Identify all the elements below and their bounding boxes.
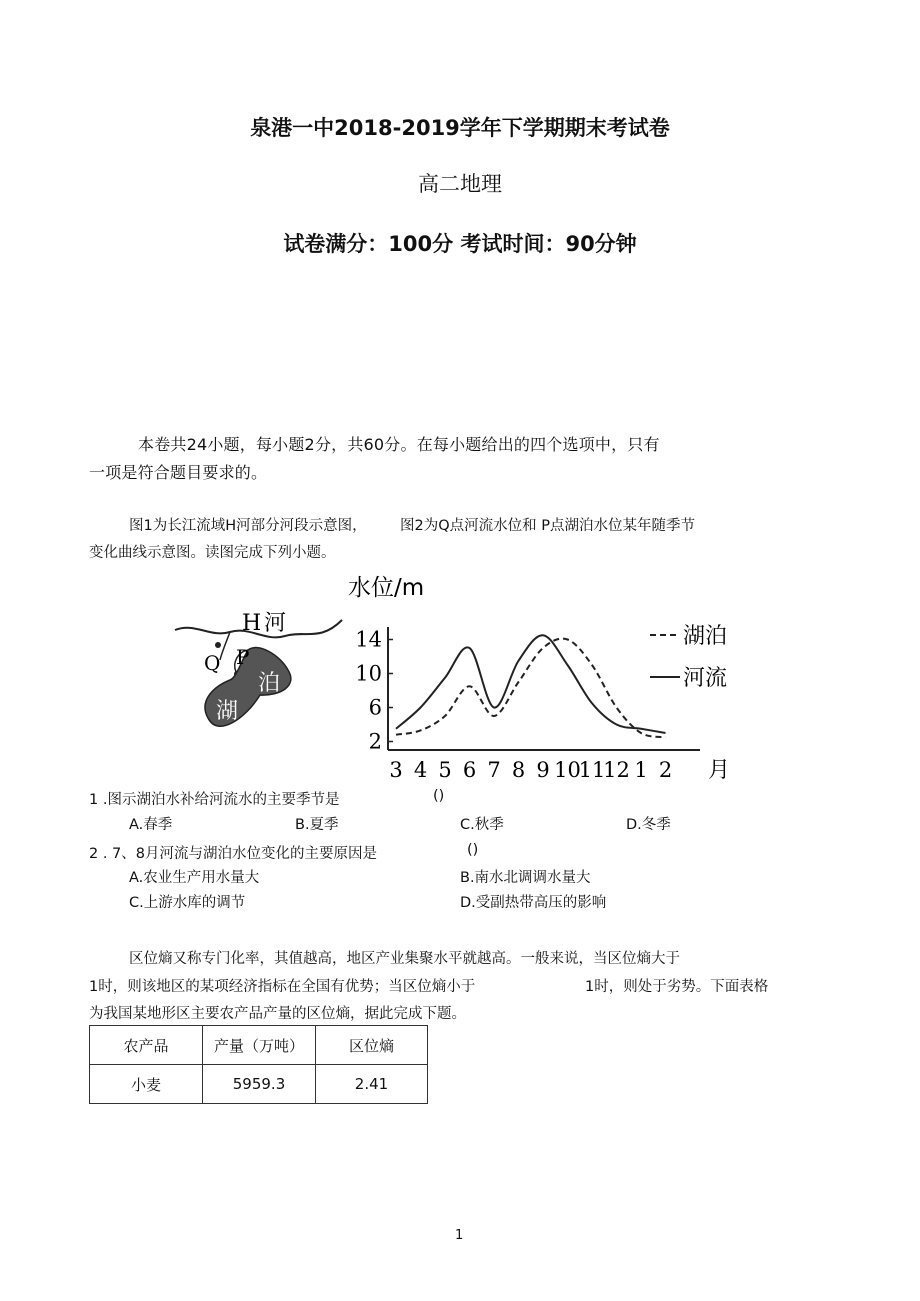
- q2-paren: (): [467, 842, 479, 858]
- point-q-marker: [215, 642, 221, 648]
- table-header-cell: 区位熵: [316, 1026, 428, 1065]
- x-tick-label: 5: [438, 758, 452, 782]
- label-p: P: [236, 645, 250, 669]
- chart-ylabel: 水位/m: [348, 575, 425, 601]
- passage1-line2: 变化曲线示意图。读图完成下列小题。: [89, 545, 336, 561]
- river-lake-map: [170, 600, 350, 740]
- x-tick-label: 2: [658, 758, 673, 782]
- location-quotient-table: [89, 1025, 428, 1104]
- passage2-line2b: 1时，则处于劣势。下面表格: [585, 979, 769, 995]
- lake-char2: 泊: [258, 671, 281, 696]
- river-channel: [220, 632, 230, 660]
- instructions-line1: 本卷共24小题，每小题2分，共60分。在每小题给出的四个选项中，只有: [138, 435, 660, 454]
- table-cell: 5959.3: [203, 1065, 316, 1104]
- y-tick-label: 14: [355, 627, 382, 652]
- x-tick-label: 7: [487, 758, 501, 782]
- table-row: [90, 1065, 428, 1104]
- q1-option-d[interactable]: D.冬季: [626, 817, 671, 833]
- x-tick-label: 1: [634, 758, 648, 782]
- passage1-line1a: 图1为长江流域H河部分河段示意图，: [129, 518, 367, 534]
- label-q: Q: [204, 651, 221, 675]
- passage2-line3: 为我国某地形区主要农产品产量的区位熵，据此完成下题。: [89, 1006, 466, 1022]
- q1-option-c[interactable]: C.秋季: [460, 817, 504, 833]
- x-tick-label: 12: [603, 758, 630, 782]
- chart-xlabel: 月: [708, 758, 731, 783]
- x-tick-label: 4: [413, 758, 428, 782]
- page-number: 1: [455, 1228, 464, 1243]
- x-tick-label: 3: [389, 758, 403, 782]
- x-tick-label: 9: [536, 758, 550, 782]
- passage2-line1: 区位熵又称专门化率，其值越高，地区产业集聚水平就越高。一般来说，当区位熵大于: [129, 951, 680, 967]
- q2-option-c[interactable]: C.上游水库的调节: [129, 895, 246, 911]
- instructions-line2: 一项是符合题目要求的。: [89, 463, 268, 482]
- q1-option-a[interactable]: A.春季: [129, 817, 173, 833]
- legend-lake-label: 湖泊: [683, 624, 728, 649]
- table-cell: 2.41: [316, 1065, 428, 1104]
- y-tick-label: 10: [355, 661, 382, 686]
- q2-stem: 2 . 7、8月河流与湖泊水位变化的主要原因是: [89, 846, 378, 862]
- legend-river-label: 河流: [683, 666, 728, 691]
- exam-info: 试卷满分：100分 考试时间：90分钟: [283, 232, 637, 256]
- q2-option-b[interactable]: B.南水北调调水量大: [460, 870, 591, 886]
- y-tick-label: 2: [368, 729, 382, 754]
- table-header-row: [90, 1026, 428, 1065]
- q1-option-b[interactable]: B.夏季: [295, 817, 339, 833]
- y-tick-label: 6: [368, 695, 382, 720]
- passage2-line2a: 1时，则该地区的某项经济指标在全国有优势；当区位熵小于: [89, 979, 476, 995]
- exam-title: 泉港一中2018-2019学年下学期期末考试卷: [250, 116, 670, 140]
- subject-title: 高二地理: [418, 172, 502, 196]
- table-header-cell: 产量（万吨）: [203, 1026, 316, 1065]
- water-level-chart: [340, 565, 740, 790]
- x-tick-label: 10: [554, 758, 581, 782]
- x-tick-label: 8: [511, 758, 526, 782]
- x-tick-label: 11: [578, 758, 606, 782]
- q1-paren: (): [433, 788, 445, 804]
- lake-char1: 湖: [216, 699, 239, 724]
- x-tick-label: 6: [462, 758, 477, 782]
- q2-option-a[interactable]: A.农业生产用水量大: [129, 870, 260, 886]
- table-cell: 小麦: [90, 1065, 203, 1104]
- passage1-line1b: 图2为Q点河流水位和 P点湖泊水位某年随季节: [400, 518, 695, 534]
- q1-stem: 1 .图示湖泊水补给河流水的主要季节是: [89, 792, 340, 808]
- river-char: 河: [264, 611, 287, 636]
- q2-option-d[interactable]: D.受副热带高压的影响: [460, 895, 607, 911]
- label-h: H: [242, 611, 262, 636]
- table-header-cell: 农产品: [90, 1026, 203, 1065]
